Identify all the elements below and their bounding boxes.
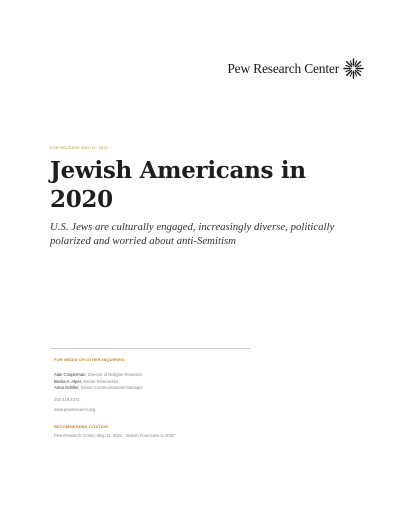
phone-number: 202.419.4372 [54,397,80,402]
report-title: Jewish Americans in 2020 [50,157,306,213]
logo-text: Pew Research Center [227,60,339,76]
contact-name: Becka A. Alper, [54,378,83,384]
contact-role: Senior Researcher [83,378,119,384]
media-inquiries-label: FOR MEDIA OR OTHER INQUIRIES: [54,357,126,362]
citation-text: Pew Research Center, May 11, 2021, “Jewish Americans in 2020” [54,433,176,438]
pew-logo [227,58,364,79]
contact-list [54,372,143,392]
release-date: FOR RELEASE MAY 11, 2021 [50,146,109,150]
contact-role: Senior Communications Manager [80,385,143,390]
contact-role: Director of Religion Research [87,372,143,377]
sunburst-icon [343,58,364,79]
contact-item [54,385,143,392]
citation-label: RECOMMENDED CITATION [54,424,109,429]
contact-name: Alan Cooperman, [54,372,87,377]
report-subtitle: U.S. Jews are culturally engaged, increasingly diverse, politically polarized and worried about anti-Semitism [50,221,335,247]
contact-name: Anna Schiller, [54,385,80,390]
media-contact-block [50,348,250,459]
website-link[interactable]: www.pewresearch.org [54,407,96,412]
